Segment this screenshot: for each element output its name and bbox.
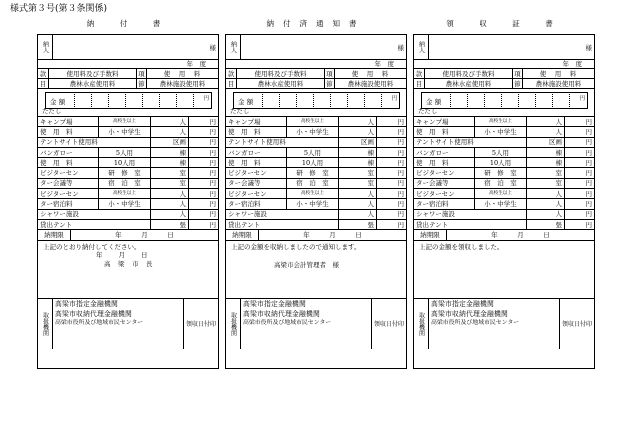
- amount-digit-divider: [501, 94, 502, 107]
- amount-yen: 円: [391, 96, 397, 102]
- deadline-label: 納期限: [44, 231, 64, 240]
- amount-digit-divider: [74, 94, 75, 107]
- fiscal-year: 年 度: [186, 60, 206, 68]
- receipt-date-stamp: 領収日付印: [185, 321, 216, 329]
- agency-list: [428, 298, 560, 349]
- agency-line: 高梁市収納代理金融機関: [431, 309, 508, 318]
- amount-area: [226, 88, 406, 117]
- kou-value: 使 用 料: [334, 68, 406, 78]
- item-type: 研 修 室: [474, 168, 526, 178]
- item-type: 10人用: [286, 157, 338, 167]
- item-yen: 円: [188, 126, 218, 136]
- setsu-value: 農林施設使用料: [334, 78, 406, 88]
- item-yen: 円: [564, 209, 594, 219]
- item-unit: 人: [526, 209, 564, 219]
- amount-digit-divider: [142, 94, 143, 107]
- item-yen: 円: [376, 137, 406, 147]
- item-name: ビジターセン: [416, 189, 455, 198]
- item-name: ビジターセン: [40, 189, 79, 198]
- payer-sama: 様: [428, 35, 594, 59]
- item-unit: 張: [338, 219, 376, 229]
- agency-row: [226, 298, 406, 349]
- amount-digit-divider: [330, 94, 331, 107]
- amount-area: [414, 88, 594, 117]
- kou-label: 項: [136, 68, 146, 78]
- deadline-label: 納期限: [420, 231, 440, 240]
- receipt-date-stamp: 領収日付印: [561, 321, 592, 329]
- item-type: 小・中学生: [286, 126, 338, 136]
- kan-value: 使用料及び手数料: [236, 68, 324, 78]
- item-name: キャンプ場: [416, 117, 449, 126]
- item-unit: 人: [150, 126, 188, 136]
- item-unit: 人: [526, 116, 564, 126]
- amount-digit-divider: [518, 94, 519, 107]
- item-unit: 人: [338, 188, 376, 198]
- item-name: シャワー施設: [416, 210, 455, 219]
- item-yen: 円: [188, 198, 218, 208]
- amount-digit-divider: [552, 94, 553, 107]
- tadashi-label: ただし: [42, 107, 62, 115]
- item-name: 貸出テント: [416, 220, 449, 229]
- payer-label: 納人: [41, 41, 49, 53]
- item-yen: 円: [376, 178, 406, 188]
- amount-digit-divider: [279, 94, 280, 107]
- item-unit: 棟: [150, 157, 188, 167]
- agency-label: 取扱機関: [41, 311, 49, 336]
- amount-digit-divider: [193, 94, 194, 107]
- item-yen: 円: [188, 137, 218, 147]
- item-yen: 円: [376, 147, 406, 157]
- item-unit: 人: [150, 116, 188, 126]
- moku-label: 目: [415, 79, 423, 88]
- amount-label: 金 額: [238, 98, 254, 106]
- item-type: 高校生以上: [286, 116, 338, 126]
- amount-box: [233, 92, 400, 109]
- item-yen: 円: [188, 157, 218, 167]
- form-2: [225, 19, 407, 369]
- agency-row: [414, 298, 594, 349]
- item-type: 小・中学生: [474, 198, 526, 208]
- kan-value: 使用料及び手数料: [48, 68, 136, 78]
- moku-label: 目: [227, 79, 235, 88]
- item-yen: 円: [376, 209, 406, 219]
- item-name: 使 用 料: [40, 127, 73, 136]
- item-name: キャンプ場: [228, 117, 261, 126]
- item-yen: 円: [376, 126, 406, 136]
- moku-value: 農林水産使用料: [424, 78, 512, 88]
- item-unit: 人: [526, 188, 564, 198]
- item-yen: 円: [376, 198, 406, 208]
- item-yen: 円: [188, 147, 218, 157]
- item-name: キャンプ場: [40, 117, 73, 126]
- form-1: [37, 19, 219, 369]
- item-name: 使 用 料: [228, 158, 261, 167]
- item-unit: 室: [150, 168, 188, 178]
- amount-digit-divider: [467, 94, 468, 107]
- item-unit: 区画: [150, 137, 188, 147]
- item-yen: 円: [376, 157, 406, 167]
- item-type: 高校生以上: [474, 188, 526, 198]
- item-unit: 棟: [526, 147, 564, 157]
- item-yen: 円: [188, 209, 218, 219]
- moku-value: 農林水産使用料: [48, 78, 136, 88]
- item-type: 小・中学生: [474, 126, 526, 136]
- setsu-label: 節: [136, 78, 146, 88]
- deadline-value: 年 月 日: [70, 229, 218, 240]
- moku-label: 目: [39, 79, 47, 88]
- item-name: ター宿泊料: [40, 200, 73, 209]
- item-yen: 円: [376, 168, 406, 178]
- item-yen: 円: [188, 219, 218, 229]
- item-unit: 棟: [338, 157, 376, 167]
- item-yen: 円: [564, 188, 594, 198]
- message-area: [38, 240, 218, 299]
- item-yen: 円: [564, 137, 594, 147]
- item-unit: 人: [526, 198, 564, 208]
- item-name: ビジターセン: [228, 189, 267, 198]
- item-type: 小・中学生: [98, 198, 150, 208]
- amount-digit-divider: [347, 94, 348, 107]
- setsu-label: 節: [324, 78, 334, 88]
- receipt-date-stamp: 領収日付印: [373, 321, 404, 329]
- item-type: 研 修 室: [98, 168, 150, 178]
- item-unit: 人: [150, 188, 188, 198]
- item-unit: 室: [338, 178, 376, 188]
- message-area: [226, 240, 406, 299]
- tadashi-label: ただし: [418, 107, 438, 115]
- amount-box: [421, 92, 588, 109]
- item-type: 高校生以上: [98, 116, 150, 126]
- agency-line: 高梁市収納代理金融機関: [55, 309, 132, 318]
- item-type: 小・中学生: [98, 126, 150, 136]
- item-name: ビジターセン: [416, 169, 455, 178]
- item-yen: 円: [564, 126, 594, 136]
- message-line: 高 梁 市 長: [104, 260, 153, 269]
- item-name: 使 用 料: [40, 158, 73, 167]
- kou-label: 項: [512, 68, 522, 78]
- amount-area: [38, 88, 218, 117]
- item-name: テントサイト使用料: [416, 138, 474, 147]
- form-3: [413, 19, 595, 369]
- item-unit: 区画: [526, 137, 564, 147]
- item-yen: 円: [188, 168, 218, 178]
- item-unit: 人: [526, 126, 564, 136]
- item-name: ター会議等: [228, 179, 261, 188]
- item-type: 宿 泊 室: [286, 178, 338, 188]
- page-title: 様式第３号(第３条関係): [10, 4, 108, 14]
- payer-row: [226, 35, 406, 60]
- agency-line: 高梁市役所及び地域市民センター: [55, 320, 144, 327]
- amount-digit-divider: [262, 94, 263, 107]
- item-yen: 円: [564, 178, 594, 188]
- item-name: 使 用 料: [416, 127, 449, 136]
- amount-digit-divider: [108, 94, 109, 107]
- item-name: ター会議等: [40, 179, 73, 188]
- kou-value: 使 用 料: [522, 68, 594, 78]
- payer-label: 納人: [417, 41, 425, 53]
- agency-line: 高梁市指定金融機関: [431, 300, 494, 309]
- item-unit: 室: [150, 178, 188, 188]
- agency-label: 取扱機関: [417, 311, 425, 336]
- amount-digit-divider: [450, 94, 451, 107]
- item-name: バンガロー: [228, 148, 261, 157]
- form-heading: 納付済通知書: [266, 19, 366, 28]
- payer-row: [38, 35, 218, 60]
- message-line: 上記の金額を収納しましたので通知します。: [231, 243, 361, 252]
- item-unit: 室: [526, 168, 564, 178]
- form-heading: 領 収 証 書: [446, 19, 562, 28]
- moku-value: 農林水産使用料: [236, 78, 324, 88]
- amount-box: [45, 92, 212, 109]
- item-type: 小・中学生: [286, 198, 338, 208]
- item-type: 宿 泊 室: [474, 178, 526, 188]
- kan-value: 使用料及び手数料: [424, 68, 512, 78]
- item-unit: 室: [526, 178, 564, 188]
- item-type: 10人用: [98, 157, 150, 167]
- kan-label: 款: [415, 69, 423, 78]
- amount-digit-divider: [313, 94, 314, 107]
- item-unit: 張: [150, 219, 188, 229]
- agency-line: 高梁市役所及び地域市民センター: [243, 320, 332, 327]
- item-unit: 人: [338, 116, 376, 126]
- amount-digit-divider: [125, 94, 126, 107]
- agency-label: 取扱機関: [229, 311, 237, 336]
- fiscal-year: 年 度: [374, 60, 394, 68]
- payer-sama: 様: [240, 35, 406, 59]
- item-unit: 棟: [150, 147, 188, 157]
- message-line: 高梁市会計管理者 様: [274, 261, 339, 270]
- item-unit: 区画: [338, 137, 376, 147]
- item-type: 5人用: [286, 147, 338, 157]
- tadashi-label: ただし: [230, 107, 250, 115]
- agency-line: 高梁市指定金融機関: [55, 300, 118, 309]
- item-yen: 円: [564, 157, 594, 167]
- agency-line: 高梁市指定金融機関: [243, 300, 306, 309]
- payer-row: [414, 35, 594, 60]
- amount-digit-divider: [535, 94, 536, 107]
- item-type: 高校生以上: [98, 188, 150, 198]
- item-yen: 円: [564, 147, 594, 157]
- item-yen: 円: [564, 219, 594, 229]
- item-name: テントサイト使用料: [40, 138, 98, 147]
- item-name: ター宿泊料: [416, 200, 449, 209]
- item-unit: 張: [526, 219, 564, 229]
- kan-label: 款: [39, 69, 47, 78]
- payer-sama: 様: [52, 35, 218, 59]
- item-name: ビジターセン: [40, 169, 79, 178]
- setsu-label: 節: [512, 78, 522, 88]
- deadline-label: 納期限: [232, 231, 252, 240]
- item-yen: 円: [564, 116, 594, 126]
- item-unit: 棟: [526, 157, 564, 167]
- amount-digit-divider: [296, 94, 297, 107]
- message-line: 上記のとおり納付してください。: [43, 243, 141, 252]
- item-yen: 円: [376, 219, 406, 229]
- item-yen: 円: [564, 168, 594, 178]
- message-area: [414, 240, 594, 299]
- amount-digit-divider: [484, 94, 485, 107]
- message-line: 上記の金額を領収しました。: [419, 243, 504, 252]
- amount-label: 金 額: [50, 98, 66, 106]
- agency-list: [52, 298, 184, 349]
- item-yen: 円: [564, 198, 594, 208]
- form-heading: 納 付 書: [86, 19, 170, 28]
- amount-digit-divider: [364, 94, 365, 107]
- amount-yen: 円: [579, 96, 585, 102]
- item-yen: 円: [376, 116, 406, 126]
- item-unit: 室: [338, 168, 376, 178]
- item-name: バンガロー: [416, 148, 449, 157]
- item-unit: 人: [150, 209, 188, 219]
- item-name: 貸出テント: [228, 220, 261, 229]
- item-name: 使 用 料: [416, 158, 449, 167]
- payer-label: 納人: [229, 41, 237, 53]
- item-type: 5人用: [98, 147, 150, 157]
- item-name: ター宿泊料: [228, 200, 261, 209]
- item-name: シャワー施設: [40, 210, 79, 219]
- amount-yen: 円: [203, 96, 209, 102]
- amount-digit-divider: [159, 94, 160, 107]
- agency-list: [240, 298, 372, 349]
- item-name: 貸出テント: [40, 220, 73, 229]
- item-unit: 人: [338, 198, 376, 208]
- item-type: 高校生以上: [286, 188, 338, 198]
- deadline-value: 年 月 日: [258, 229, 406, 240]
- deadline-value: 年 月 日: [446, 229, 594, 240]
- agency-line: 高梁市収納代理金融機関: [243, 309, 320, 318]
- item-type: 研 修 室: [286, 168, 338, 178]
- item-name: シャワー施設: [228, 210, 267, 219]
- agency-row: [38, 298, 218, 349]
- fiscal-year: 年 度: [562, 60, 582, 68]
- item-yen: 円: [188, 178, 218, 188]
- item-name: ビジターセン: [228, 169, 267, 178]
- item-name: ター会議等: [416, 179, 449, 188]
- item-name: バンガロー: [40, 148, 73, 157]
- item-unit: 人: [338, 209, 376, 219]
- agency-line: 高梁市役所及び地域市民センター: [431, 320, 520, 327]
- kou-value: 使 用 料: [146, 68, 218, 78]
- item-unit: 人: [338, 126, 376, 136]
- item-unit: 人: [150, 198, 188, 208]
- item-unit: 棟: [338, 147, 376, 157]
- amount-digit-divider: [176, 94, 177, 107]
- item-yen: 円: [188, 188, 218, 198]
- amount-label: 金 額: [426, 98, 442, 106]
- item-yen: 円: [376, 188, 406, 198]
- setsu-value: 農林施設使用料: [146, 78, 218, 88]
- kou-label: 項: [324, 68, 334, 78]
- amount-digit-divider: [91, 94, 92, 107]
- kan-label: 款: [227, 69, 235, 78]
- setsu-value: 農林施設使用料: [522, 78, 594, 88]
- item-yen: 円: [188, 116, 218, 126]
- amount-digit-divider: [569, 94, 570, 107]
- item-name: 使 用 料: [228, 127, 261, 136]
- amount-digit-divider: [381, 94, 382, 107]
- message-line: 年 月 日: [96, 251, 149, 260]
- item-type: 5人用: [474, 147, 526, 157]
- item-type: 宿 泊 室: [98, 178, 150, 188]
- item-type: 10人用: [474, 157, 526, 167]
- item-type: 高校生以上: [474, 116, 526, 126]
- item-name: テントサイト使用料: [228, 138, 286, 147]
